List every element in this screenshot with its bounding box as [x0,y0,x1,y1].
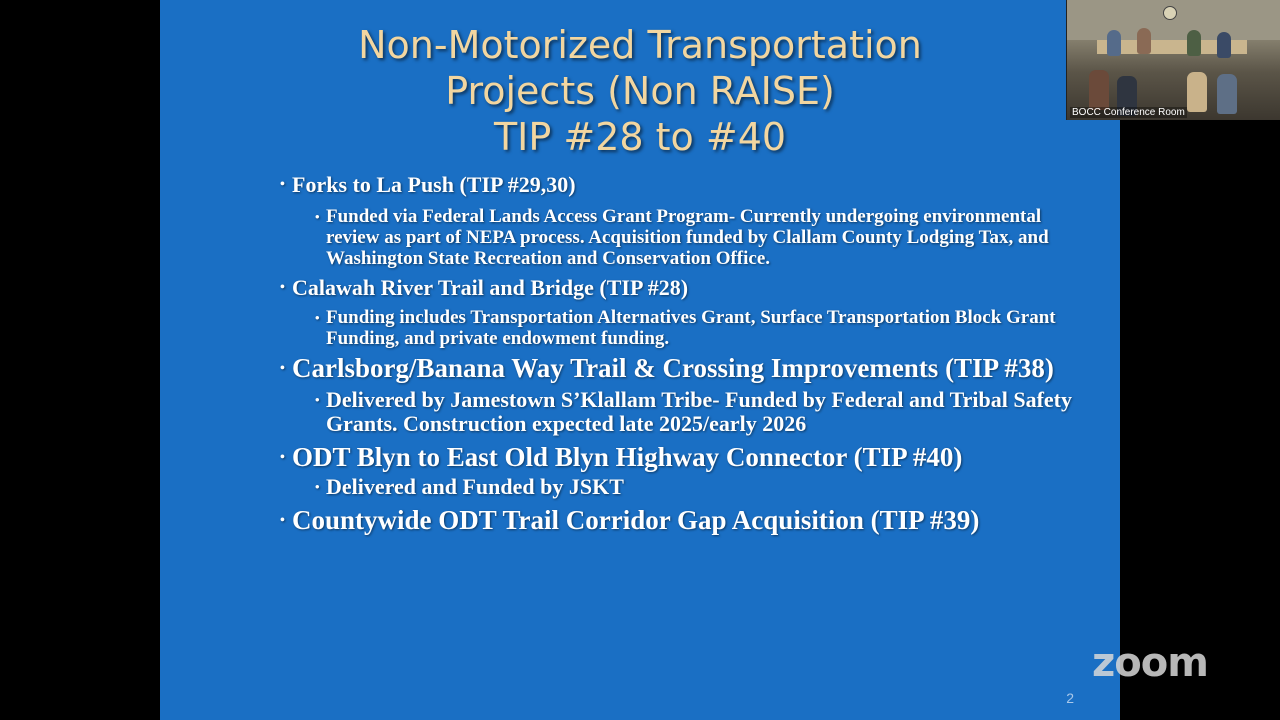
participant-video-thumbnail[interactable] [1066,0,1280,120]
bullet-item: • ODT Blyn to East Old Blyn Highway Connector (TIP #40) [280,442,1080,473]
sub-bullet-item: • Funding includes Transportation Alternatives Grant, Surface Transportation Block Grant Funding, and private endowment funding. [280,307,1080,349]
slide-title-line: Non-Motorized Transportation [358,23,922,67]
shared-slide [160,0,1120,720]
participant-figure [1107,30,1121,56]
county-seal-icon [1163,6,1177,20]
slide-title [160,22,1120,160]
participant-figure [1089,70,1109,110]
slide-bullets [280,172,1080,536]
video-room-label: BOCC Conference Room [1072,107,1185,118]
participant-figure [1217,74,1237,114]
slide-number: 2 [1066,690,1074,706]
slide-title-line: TIP #28 to #40 [493,115,787,159]
bullet-item: • Calawah River Trail and Bridge (TIP #28) [280,275,1080,301]
participant-figure [1137,28,1151,54]
sub-bullet-item: • Funded via Federal Lands Access Grant Program- Currently undergoing environmental review as part of NEPA process. Acquisition funded by Clallam County Lodging Tax, and Washington State Recreation and Conservation Office. [280,206,1080,269]
bullet-item: • Countywide ODT Trail Corridor Gap Acquisition (TIP #39) [280,505,1080,536]
participant-figure [1187,72,1207,112]
sub-bullet-item: • Delivered and Funded by JSKT [280,475,1080,499]
participant-figure [1187,30,1201,56]
sub-bullet-item: • Delivered by Jamestown S’Klallam Tribe- Funded by Federal and Tribal Safety Grants. Construction expected late 2025/early 2026 [280,388,1080,436]
bullet-item: • Forks to La Push (TIP #29,30) [280,172,1080,198]
slide-title-line: Projects (Non RAISE) [445,69,835,113]
participant-figure [1217,32,1231,58]
bullet-item: • Carlsborg/Banana Way Trail & Crossing Improvements (TIP #38) [280,353,1080,384]
zoom-logo: zoom [1092,640,1208,686]
